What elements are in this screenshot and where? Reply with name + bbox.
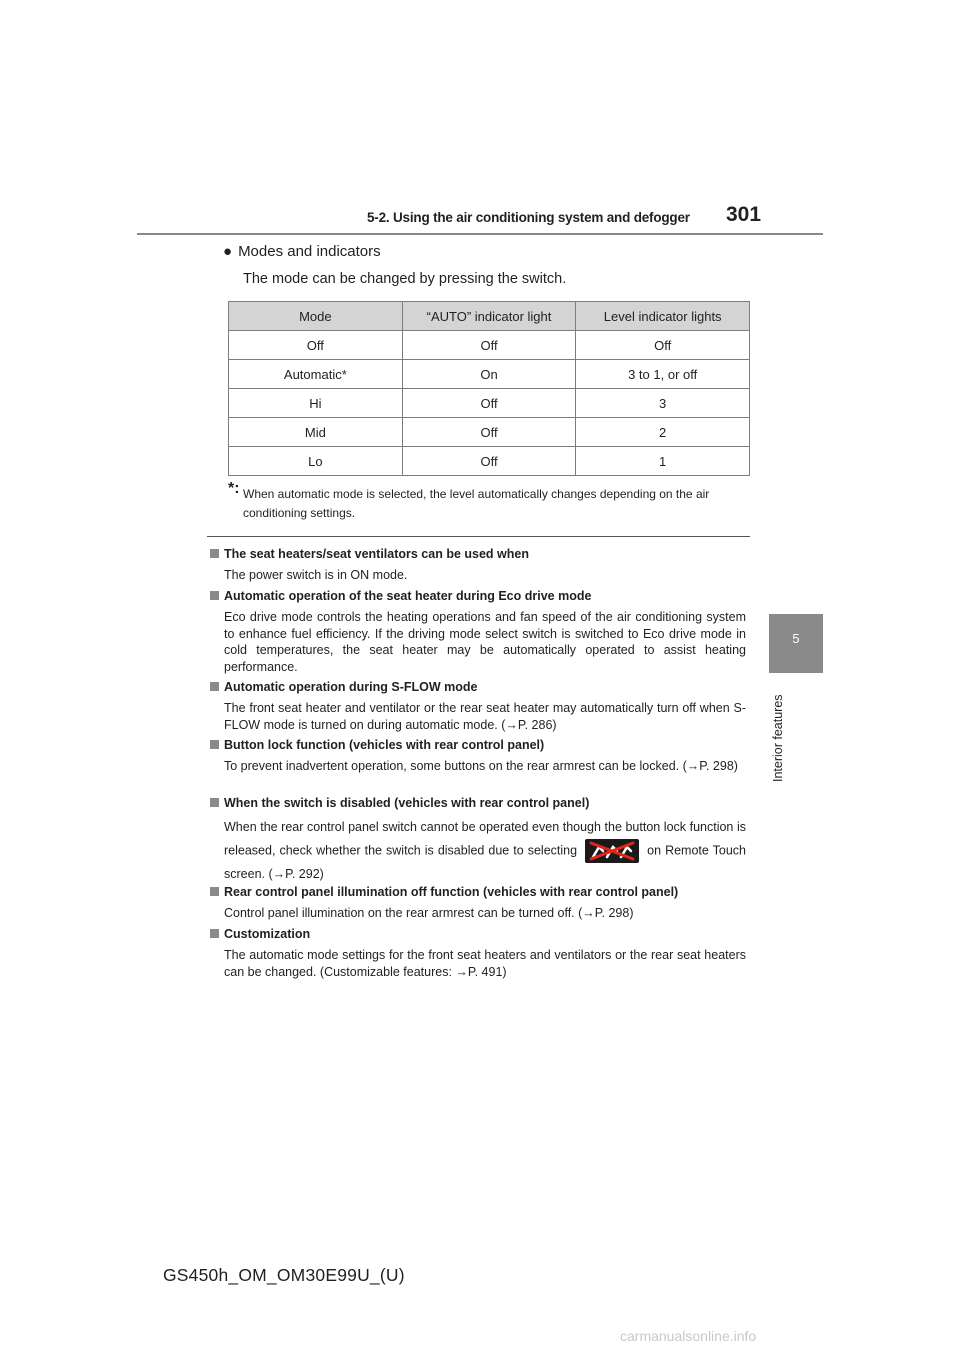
table-cell: Off xyxy=(402,418,576,447)
header-rule xyxy=(137,233,823,235)
modes-heading xyxy=(223,243,381,260)
page-number: 301 xyxy=(726,203,762,226)
table-cell: Automatic* xyxy=(229,360,403,389)
document-code: GS450h_OM_OM30E99U_(U) xyxy=(163,1265,405,1285)
table-cell: Off xyxy=(229,331,403,360)
chapter-tab-label-text: Interior features xyxy=(771,694,785,782)
table-cell: 3 xyxy=(576,389,750,418)
note-body xyxy=(224,816,746,886)
note-body: Control panel illumination on the rear armrest can be turned off. (→P. 298) xyxy=(224,906,634,920)
note-body: The automatic mode settings for the front seat heaters and ventilators or the rear seat heaters can be changed. (Customizable features: →P. 491) xyxy=(224,948,746,979)
table-cell: Off xyxy=(576,331,750,360)
note-marker-icon xyxy=(210,682,219,691)
section-title: 5-2. Using the air conditioning system and defogger xyxy=(367,210,690,225)
section-divider xyxy=(207,536,750,537)
table-cell: 3 to 1, or off xyxy=(576,360,750,389)
table-row xyxy=(229,389,750,418)
note-marker-icon xyxy=(210,887,219,896)
note-body: Eco drive mode controls the heating operations and fan speed of the air conditioning system to enhance fuel efficiency. If the driving mode select switch is switched to Eco drive mode in cold temperatures, the seat heater may be automatically operated to assist heating performance. xyxy=(224,610,746,674)
note-item xyxy=(210,884,746,922)
note-heading: The seat heaters/seat ventilators can be used when xyxy=(224,547,529,561)
table-header-cell: Mode xyxy=(229,302,403,331)
table-cell: Hi xyxy=(229,389,403,418)
table-cell: Lo xyxy=(229,447,403,476)
table-cell: 2 xyxy=(576,418,750,447)
note-item xyxy=(210,546,746,584)
note-body-text: on Remote Touch screen. (→P. 292) xyxy=(224,843,746,881)
table-cell: Off xyxy=(402,389,576,418)
modes-description: The mode can be changed by pressing the switch. xyxy=(243,271,567,287)
note-body-text: When the rear control panel switch cannot be operated even though the button lock function is released, check whether the switch is disabled due to selecting xyxy=(224,820,746,858)
table-row xyxy=(229,360,750,389)
note-item xyxy=(210,926,746,980)
note-heading: Automatic operation of the seat heater during Eco drive mode xyxy=(224,589,592,603)
footnote-text: When automatic mode is selected, the level automatically changes depending on the air conditioning settings. xyxy=(243,487,710,520)
note-marker-icon xyxy=(210,798,219,807)
bullet-icon: ● xyxy=(223,243,233,260)
note-heading: Automatic operation during S-FLOW mode xyxy=(224,680,478,694)
note-item xyxy=(210,737,746,775)
watermark: carmanualsonline.info xyxy=(620,1328,757,1344)
table-header-cell: Level indicator lights xyxy=(576,302,750,331)
chapter-tab-label xyxy=(767,684,789,784)
note-body: To prevent inadvertent operation, some buttons on the rear armrest can be locked. (→P. 298) xyxy=(224,759,738,773)
table-cell: Off xyxy=(402,447,576,476)
modes-table xyxy=(228,301,750,476)
seat-disabled-icon xyxy=(585,839,639,863)
footnote-mark: *: xyxy=(228,480,240,497)
note-body: The power switch is in ON mode. xyxy=(224,568,408,582)
note-marker-icon xyxy=(210,929,219,938)
note-marker-icon xyxy=(210,549,219,558)
note-heading: Customization xyxy=(224,927,311,941)
note-marker-icon xyxy=(210,740,219,749)
note-item xyxy=(210,679,746,733)
note-heading: Button lock function (vehicles with rear control panel) xyxy=(224,738,545,752)
note-heading: Rear control panel illumination off function (vehicles with rear control panel) xyxy=(224,885,679,899)
table-cell: Off xyxy=(402,331,576,360)
table-header-row xyxy=(229,302,750,331)
table-cell: 1 xyxy=(576,447,750,476)
table-row xyxy=(229,418,750,447)
table-cell: Mid xyxy=(229,418,403,447)
table-row xyxy=(229,331,750,360)
note-item xyxy=(210,588,746,675)
table-cell: On xyxy=(402,360,576,389)
note-heading: When the switch is disabled (vehicles with rear control panel) xyxy=(224,796,590,810)
chapter-tab-number: 5 xyxy=(769,614,823,673)
note-body: The front seat heater and ventilator or the rear seat heater may automatically turn off when S-FLOW mode is turned on during automatic mode. (→P. 286) xyxy=(224,701,746,732)
table-row xyxy=(229,447,750,476)
table-header-cell: “AUTO” indicator light xyxy=(402,302,576,331)
note-marker-icon xyxy=(210,591,219,600)
modes-heading-text: Modes and indicators xyxy=(238,243,381,260)
note-item xyxy=(210,795,746,886)
